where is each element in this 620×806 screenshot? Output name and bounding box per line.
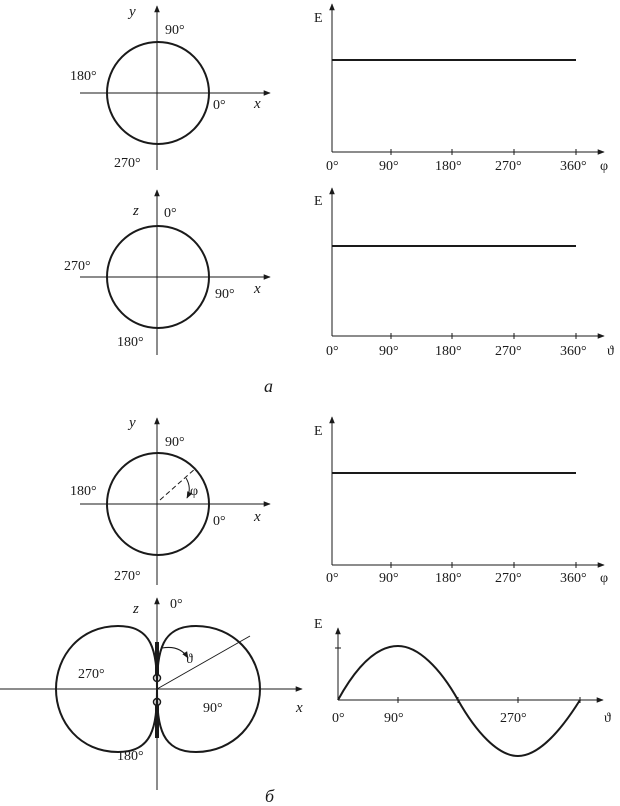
angle-90-label: 90° (215, 287, 235, 302)
angle-270-label: 270° (64, 259, 91, 274)
phi-symbol: φ (190, 484, 199, 499)
caption-a: а (264, 376, 273, 396)
phi-axis-label: φ (600, 571, 609, 586)
theta-angle-arrow (162, 647, 188, 658)
tick-270: 270° (495, 344, 522, 359)
sine-curve (338, 646, 580, 756)
angle-180-label: 180° (70, 69, 97, 84)
caption-b: б (265, 786, 275, 806)
axis-label-x: x (254, 96, 261, 112)
tick-360: 360° (560, 571, 587, 586)
panel-a-polar-xz (64, 190, 270, 355)
angle-270-label: 270° (78, 667, 105, 682)
e-axis-label: E (314, 194, 323, 209)
angle-90-label: 90° (165, 23, 185, 38)
tick-90: 90° (379, 344, 399, 359)
panel-b-plot-phi (314, 417, 608, 586)
phi-axis-label: φ (600, 159, 609, 174)
tick-90: 90° (379, 571, 399, 586)
angle-180-label: 180° (117, 335, 144, 350)
tick-0: 0° (326, 571, 339, 586)
tick-270: 270° (495, 159, 522, 174)
tick-360: 360° (560, 159, 587, 174)
axis-label-y: y (129, 4, 136, 20)
panel-a-polar-xy (70, 4, 270, 171)
theta-axis-label: ϑ (607, 344, 614, 359)
angle-0-label: 0° (213, 514, 226, 529)
angle-180-label: 180° (117, 749, 144, 764)
tick-180: 180° (435, 344, 462, 359)
e-axis-label: E (314, 424, 323, 439)
tick-90: 90° (379, 159, 399, 174)
angle-90-label: 90° (165, 435, 185, 450)
angle-0-label: 0° (164, 206, 177, 221)
tick-180: 180° (435, 571, 462, 586)
theta-axis-label: ϑ (604, 711, 611, 726)
phi-angle-arrow (186, 478, 189, 498)
panel-b-polar-xz (0, 597, 303, 790)
tick-0: 0° (326, 344, 339, 359)
panel-b-plot-theta (314, 617, 611, 756)
angle-90-label: 90° (203, 701, 223, 716)
direction-line (157, 636, 250, 689)
e-axis-label: E (314, 11, 323, 26)
panel-a-plot-theta (314, 188, 614, 359)
tick-0: 0° (332, 711, 345, 726)
axis-label-z: z (133, 601, 139, 617)
panel-b-polar-xy (70, 415, 270, 585)
panel-a-plot-phi (314, 4, 608, 174)
axis-label-x: x (296, 700, 303, 716)
tick-360: 360° (560, 344, 587, 359)
e-axis-label: E (314, 617, 323, 632)
axis-label-x: x (254, 281, 261, 297)
axis-label-z: z (133, 203, 139, 219)
angle-270-label: 270° (114, 156, 141, 171)
tick-180: 180° (435, 159, 462, 174)
tick-90: 90° (384, 711, 404, 726)
theta-symbol: ϑ (186, 652, 193, 667)
tick-270: 270° (500, 711, 527, 726)
axis-label-y: y (129, 415, 136, 431)
angle-0-label: 0° (213, 98, 226, 113)
angle-0-label: 0° (170, 597, 183, 612)
angle-270-label: 270° (114, 569, 141, 584)
tick-270: 270° (495, 571, 522, 586)
axis-label-x: x (254, 509, 261, 525)
angle-180-label: 180° (70, 484, 97, 499)
tick-0: 0° (326, 159, 339, 174)
